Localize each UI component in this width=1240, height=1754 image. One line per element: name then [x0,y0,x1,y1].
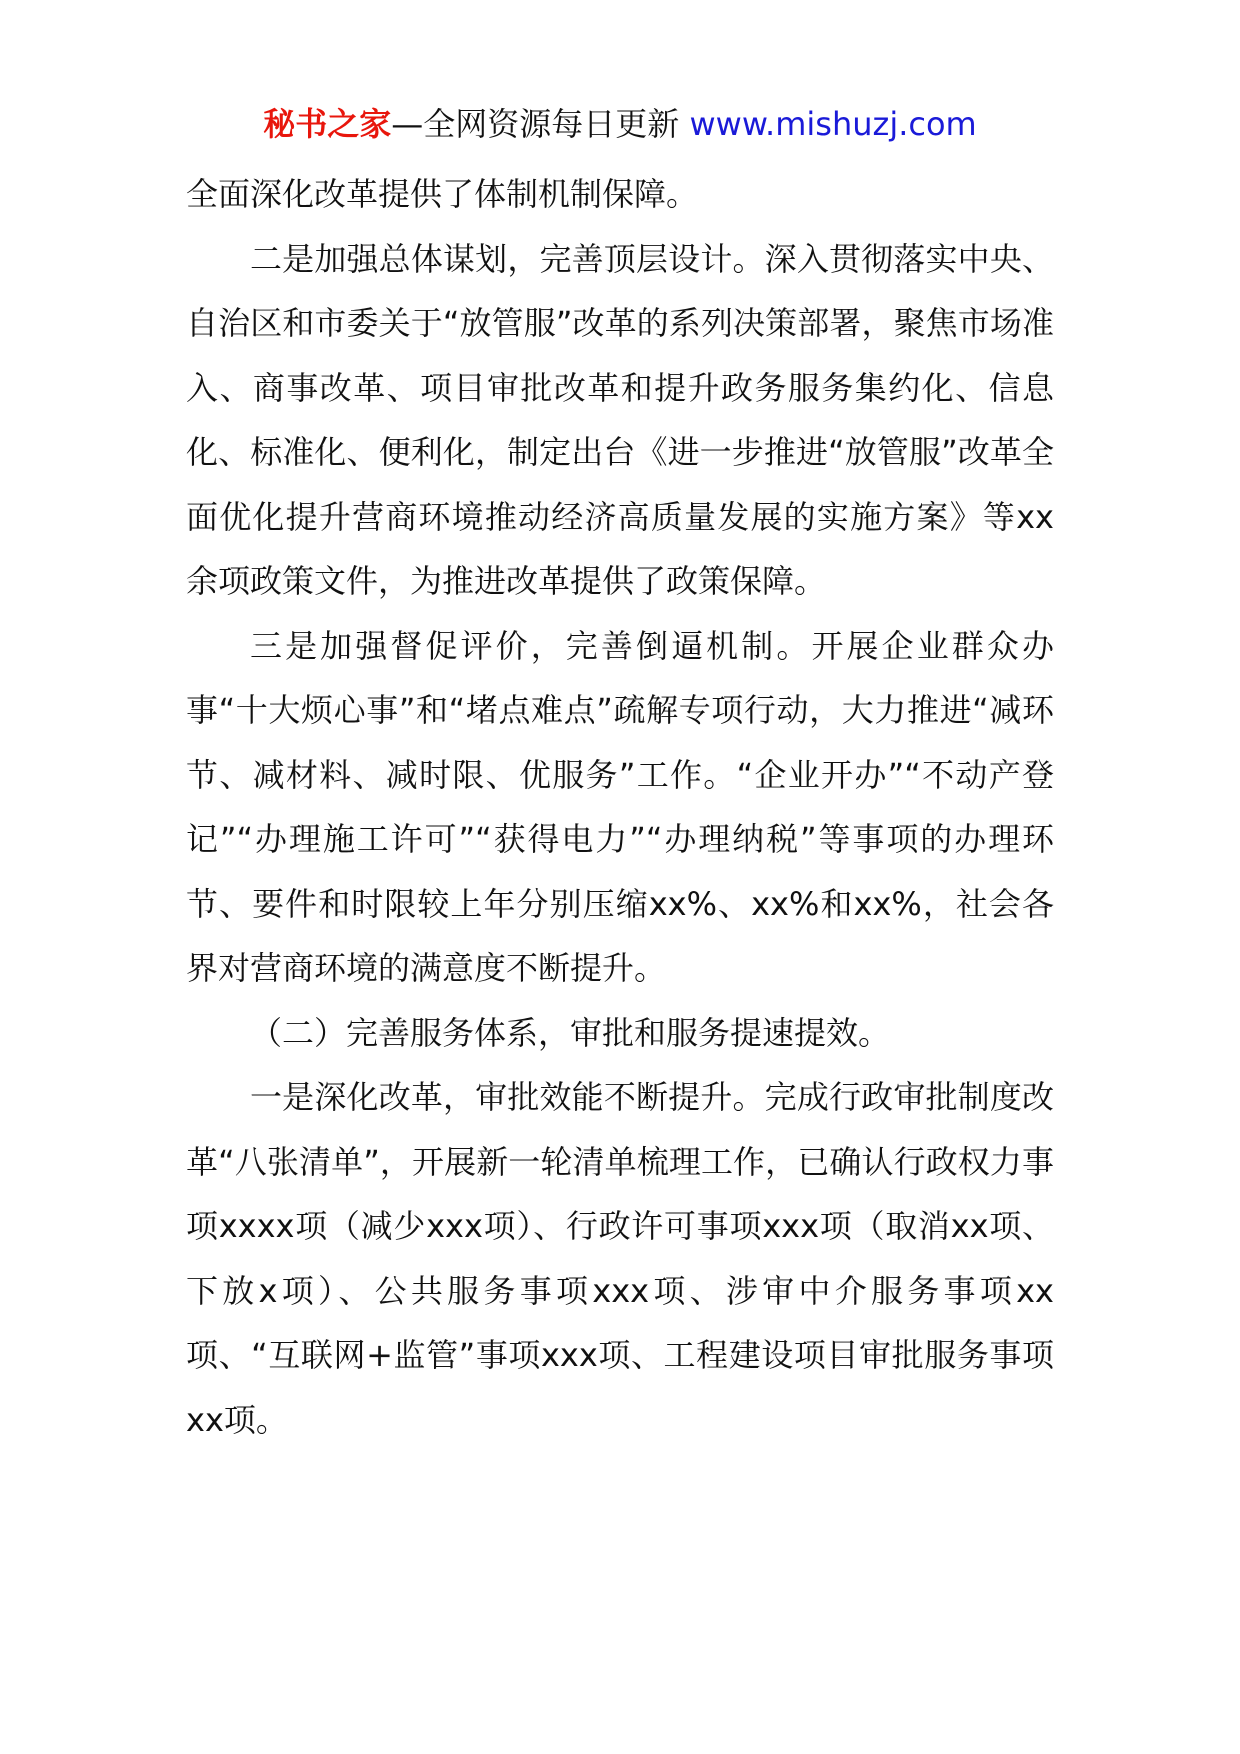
page-header [0,100,1240,148]
header-url-link[interactable]: www.mishuzj.com [689,105,977,143]
paragraph: 二是加强总体谋划，完善顶层设计。深入贯彻落实中央、自治区和市委关于“放管服”改革的系列决策部署，聚焦市场准入、商事改革、项目审批改革和提升政务服务集约化、信息化、标准化、便利化，制定出台《进一步推进“放管服”改革全面优化提升营商环境推动经济高质量发展的实施方案》等xx余项政策文件，为推进改革提供了政策保障。 [186,239,1054,600]
header-brand: 秘书之家 [263,105,392,143]
paragraph: 三是加强督促评价，完善倒逼机制。开展企业群众办事“十大烦心事”和“堵点难点”疏解专项行动，大力推进“减环节、减材料、减时限、优服务”工作。“企业开办”“不动产登记”“办理施工许可”“获得电力”“办理纳税”等事项的办理环节、要件和时限较上年分别压缩xx%、xx%和xx%，社会各界对营商环境的满意度不断提升。 [186,626,1054,987]
paragraph-continuation: 全面深化改革提供了体制机制保障。 [186,175,699,213]
section-heading: （二）完善服务体系，审批和服务提速提效。 [250,1013,891,1052]
paragraph: 一是深化改革，审批效能不断提升。完成行政审批制度改革“八张清单”，开展新一轮清单梳理工作，已确认行政权力事项xxxx项（减少xxx项）、行政许可事项xxx项（取消xx项、下放x项）、公共服务事项xxx项、涉审中介服务事项xx项、“互联网+监管”事项xxx项、工程建设项目审批服务事项xx项。 [186,1078,1054,1439]
header-tagline: —全网资源每日更新 [391,105,690,143]
document-body [186,162,1054,1452]
